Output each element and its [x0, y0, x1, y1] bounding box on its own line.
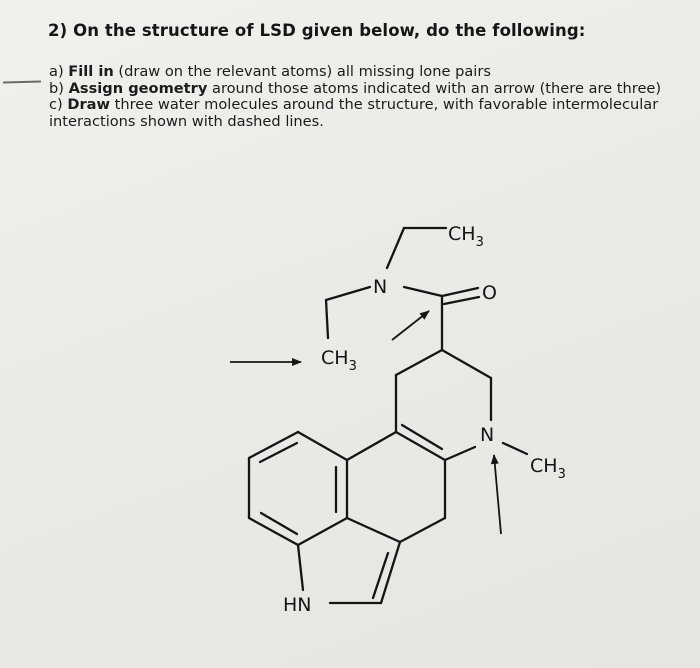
label-hn-indole: HN [283, 594, 312, 616]
bond-n-methyl [503, 443, 527, 454]
bond-indole-c3 [347, 518, 400, 542]
bond-carbonyl-n [404, 287, 442, 296]
bond-indole-n-c7a [298, 545, 303, 590]
bond-ringc-4 [400, 518, 445, 542]
bond-benzene-2 [298, 432, 347, 460]
instruction-c-continuation: interactions shown with dashed lines. [49, 112, 324, 130]
label-ch3-ethyl-left: $CH_3$ [321, 347, 357, 374]
instruction-a-bold: Fill in [68, 63, 114, 80]
instruction-b-prefix: b) [49, 79, 69, 97]
question-title: 2) On the structure of LSD given below, do the following: [48, 21, 586, 40]
label-n-amide: N [373, 276, 388, 298]
bond-ringd-2 [396, 350, 442, 375]
instruction-c-prefix: c) [49, 96, 68, 114]
instruction-a-text: (draw on the relevant atoms) all missing lone pairs [113, 63, 491, 80]
instruction-c-text: three water molecules around the structure, with favorable intermolecular [110, 96, 659, 114]
bond-ringd-5 [445, 447, 475, 460]
label-o-carbonyl: O [482, 282, 497, 304]
bond-benzene-4 [298, 518, 347, 545]
bond-benzene-double-1 [260, 443, 297, 462]
instruction-b-text: around those atoms indicated with an arrow (there are three) [207, 79, 662, 97]
arrows [230, 311, 501, 534]
instruction-a-prefix: a) [49, 63, 69, 80]
instruction-b-bold: Assign geometry [68, 79, 208, 97]
bond-ringc-1 [347, 432, 396, 460]
arrow-ring-n-icon [494, 455, 501, 534]
label-n-ring: N [480, 424, 495, 446]
bond-carbonyl-o-1 [442, 288, 478, 296]
bond-ethyl-top-1 [387, 228, 404, 268]
label-ch3-ethyl-top: $CH_3$ [448, 223, 484, 250]
arrow-amide-n-icon [392, 311, 429, 340]
instruction-c-bold: Draw [67, 96, 111, 114]
bond-ethyl-left-1 [326, 287, 370, 300]
bond-indole-c2-c3 [381, 542, 400, 603]
bond-carbonyl-o-2 [444, 297, 479, 304]
bond-ringd-3 [442, 350, 491, 378]
label-ch3-n-methyl: $CH_3$ [530, 455, 566, 482]
bond-benzene-double-3 [261, 513, 297, 534]
bond-ethyl-left-2 [326, 300, 328, 338]
bond-ringd-double [402, 425, 442, 449]
